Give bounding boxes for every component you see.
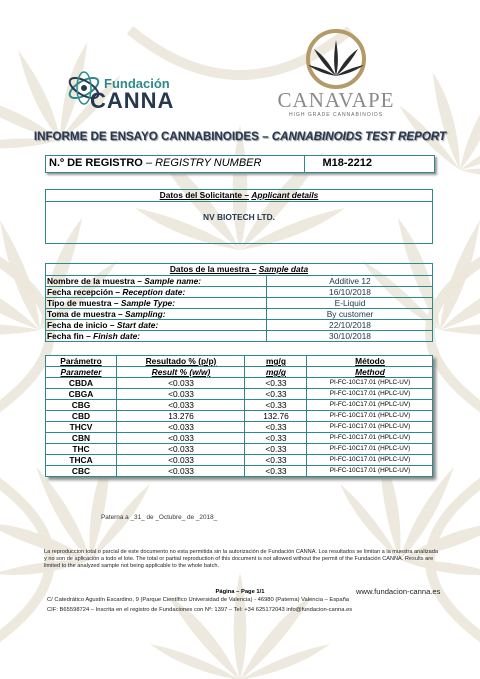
title-en: CANNABINOIDS TEST REPORT: [271, 130, 447, 143]
sample-data-header: [46, 264, 432, 276]
result-row: [46, 433, 432, 444]
sample-row: [46, 298, 432, 309]
sample-value: E-Liquid: [266, 298, 433, 308]
method-cell: PI-FC-10C17.01 (HPLC-UV): [306, 378, 433, 388]
col-header: mg/g: [244, 356, 307, 366]
result-cell: <0.033: [116, 433, 245, 443]
results-header-es: [46, 356, 432, 367]
applicant-header-es: Datos del Solicitante –: [159, 190, 249, 200]
sample-label-es: Nombre de la muestra –: [47, 276, 142, 286]
sample-label-es: Fecha fin –: [47, 331, 91, 341]
sample-label-es: Toma de muestra –: [47, 309, 123, 319]
sample-row: [46, 276, 432, 287]
parameter-cell: THCV: [69, 422, 93, 432]
applicant-header: [46, 190, 432, 202]
page-number: Página – Page 1/1: [215, 589, 265, 595]
method-cell: PI-FC-10C17.01 (HPLC-UV): [306, 433, 433, 443]
col-header: Parameter: [60, 367, 102, 377]
result-cell: <0.033: [116, 378, 245, 388]
applicant-header-en: Applicant details: [251, 190, 319, 200]
issue-date: Paterna a _31_ de _Octubre_ de _2018_: [101, 514, 218, 521]
sample-row: [46, 287, 432, 298]
sample-row: [46, 331, 432, 341]
sample-row: [46, 309, 432, 320]
sample-value: 30/10/2018: [266, 331, 433, 341]
results-table: [45, 355, 433, 477]
mgg-cell: <0.33: [244, 455, 307, 465]
parameter-cell: CBDA: [68, 378, 94, 388]
fundacion-canna-logo: [66, 64, 190, 114]
sample-value: 22/10/2018: [266, 320, 433, 330]
method-cell: PI-FC-10C17.01 (HPLC-UV): [306, 444, 433, 454]
registry-value: M18-2212: [322, 157, 372, 169]
logo-fundacion-text: Fundación: [104, 76, 170, 91]
applicant-name: NV BIOTECH LTD.: [203, 212, 275, 222]
logo-canna-text: CANNA: [90, 88, 175, 113]
result-row: [46, 422, 432, 433]
method-cell: PI-FC-10C17.01 (HPLC-UV): [306, 422, 433, 432]
method-cell: PI-FC-10C17.01 (HPLC-UV): [306, 455, 433, 465]
mgg-cell: <0.33: [244, 400, 307, 410]
mgg-cell: <0.33: [244, 378, 307, 388]
result-row: [46, 455, 432, 466]
result-cell: <0.033: [116, 389, 245, 399]
sample-label-es: Fecha recepción –: [47, 287, 121, 297]
website-link[interactable]: www.fundacion-canna.es: [356, 587, 441, 596]
registry-label-es: N.º DE REGISTRO: [49, 157, 143, 169]
logo-tagline: HIGH GRADE CANNABINOIDS: [288, 112, 384, 118]
result-row: [46, 378, 432, 389]
result-cell: <0.033: [116, 466, 245, 476]
result-row: [46, 444, 432, 455]
report-title: [0, 130, 480, 143]
canavape-logo: [270, 28, 402, 120]
applicant-box: [45, 189, 433, 244]
col-header: Método: [306, 356, 433, 366]
sample-label-es: Fecha de inicio –: [47, 320, 115, 330]
mgg-cell: <0.33: [244, 433, 307, 443]
sample-label-en: Sampling:: [125, 309, 166, 319]
result-row: [46, 389, 432, 400]
registry-box: [45, 155, 435, 173]
parameter-cell: CBG: [71, 400, 91, 410]
sample-value: Additive 12: [266, 276, 433, 286]
title-es: INFORME DE ENSAYO CANNABINOIDES –: [33, 130, 269, 143]
col-header: Resultado % (p/p): [116, 356, 245, 366]
sample-data-table: [45, 263, 433, 342]
result-cell: <0.033: [116, 444, 245, 454]
registry-label: [49, 157, 261, 169]
sample-value: By customer: [266, 309, 433, 319]
sample-row: [46, 320, 432, 331]
sample-value: 16/10/2018: [266, 287, 433, 297]
results-header-en: [46, 367, 432, 378]
col-header: Parámetro: [60, 356, 102, 366]
method-cell: PI-FC-10C17.01 (HPLC-UV): [306, 400, 433, 410]
contact-info: CIF: B65598724 – Inscrita en el registro de Fundaciones con Nº: 1397 – Tel: +34 625172043 info@fundacion-canna.es: [47, 607, 353, 613]
logo-canavape-text: CANAVAPE: [277, 88, 395, 112]
mgg-cell: <0.33: [244, 444, 307, 454]
registry-label-en: – REGISTRY NUMBER: [145, 157, 262, 169]
sample-label-en: Reception date:: [122, 287, 186, 297]
parameter-cell: CBN: [71, 433, 91, 443]
mgg-cell: <0.33: [244, 389, 307, 399]
col-header: mg/g: [244, 367, 307, 377]
sample-header-en: Sample data: [258, 264, 309, 274]
cannabis-leaf-icon: [301, 28, 371, 90]
mgg-cell: <0.33: [244, 466, 307, 476]
mgg-cell: 132.76: [244, 411, 307, 421]
parameter-cell: CBGA: [68, 389, 94, 399]
parameter-cell: THCA: [69, 455, 93, 465]
sample-label-en: Sample Type:: [120, 298, 176, 308]
method-cell: PI-FC-10C17.01 (HPLC-UV): [306, 389, 433, 399]
parameter-cell: CBC: [71, 466, 91, 476]
sample-label-en: Finish date:: [93, 331, 141, 341]
result-row: [46, 400, 432, 411]
mgg-cell: <0.33: [244, 422, 307, 432]
result-cell: <0.033: [116, 422, 245, 432]
sample-label-en: Sample name:: [144, 276, 202, 286]
sample-header-es: Datos de la muestra –: [169, 264, 257, 274]
address: C/ Catedrático Agustín Escardino, 9 (Parque Científico Universidad de Valencia) - 46980 (Paterna) Valencia – España: [47, 597, 350, 603]
result-cell: 13.276: [116, 411, 245, 421]
parameter-cell: CBD: [71, 411, 91, 421]
sample-label-es: Tipo de muestra –: [47, 298, 119, 308]
col-header: Method: [306, 367, 433, 377]
result-row: [46, 466, 432, 476]
method-cell: PI-FC-10C17.01 (HPLC-UV): [306, 466, 433, 476]
sample-label-en: Start date:: [116, 320, 159, 330]
result-cell: <0.033: [116, 400, 245, 410]
method-cell: PI-FC-10C17.01 (HPLC-UV): [306, 411, 433, 421]
legal-notice: La reproduccion total o parcial de este documento no esta permitida sin la autorización de Fundación CANNA. Los resultados se limitan a la muestra analizada y no son de aplicación a todo el lote. The total or partial reproduction of this document is not allowed without the permit of the Fundación CANNA. Results are limited to the analyzed sample not being applicable to the whole batch.: [44, 549, 438, 569]
parameter-cell: THC: [72, 444, 90, 454]
registry-divider: [304, 156, 305, 172]
result-row: [46, 411, 432, 422]
col-header: Result % (w/w): [116, 367, 245, 377]
result-cell: <0.033: [116, 455, 245, 465]
